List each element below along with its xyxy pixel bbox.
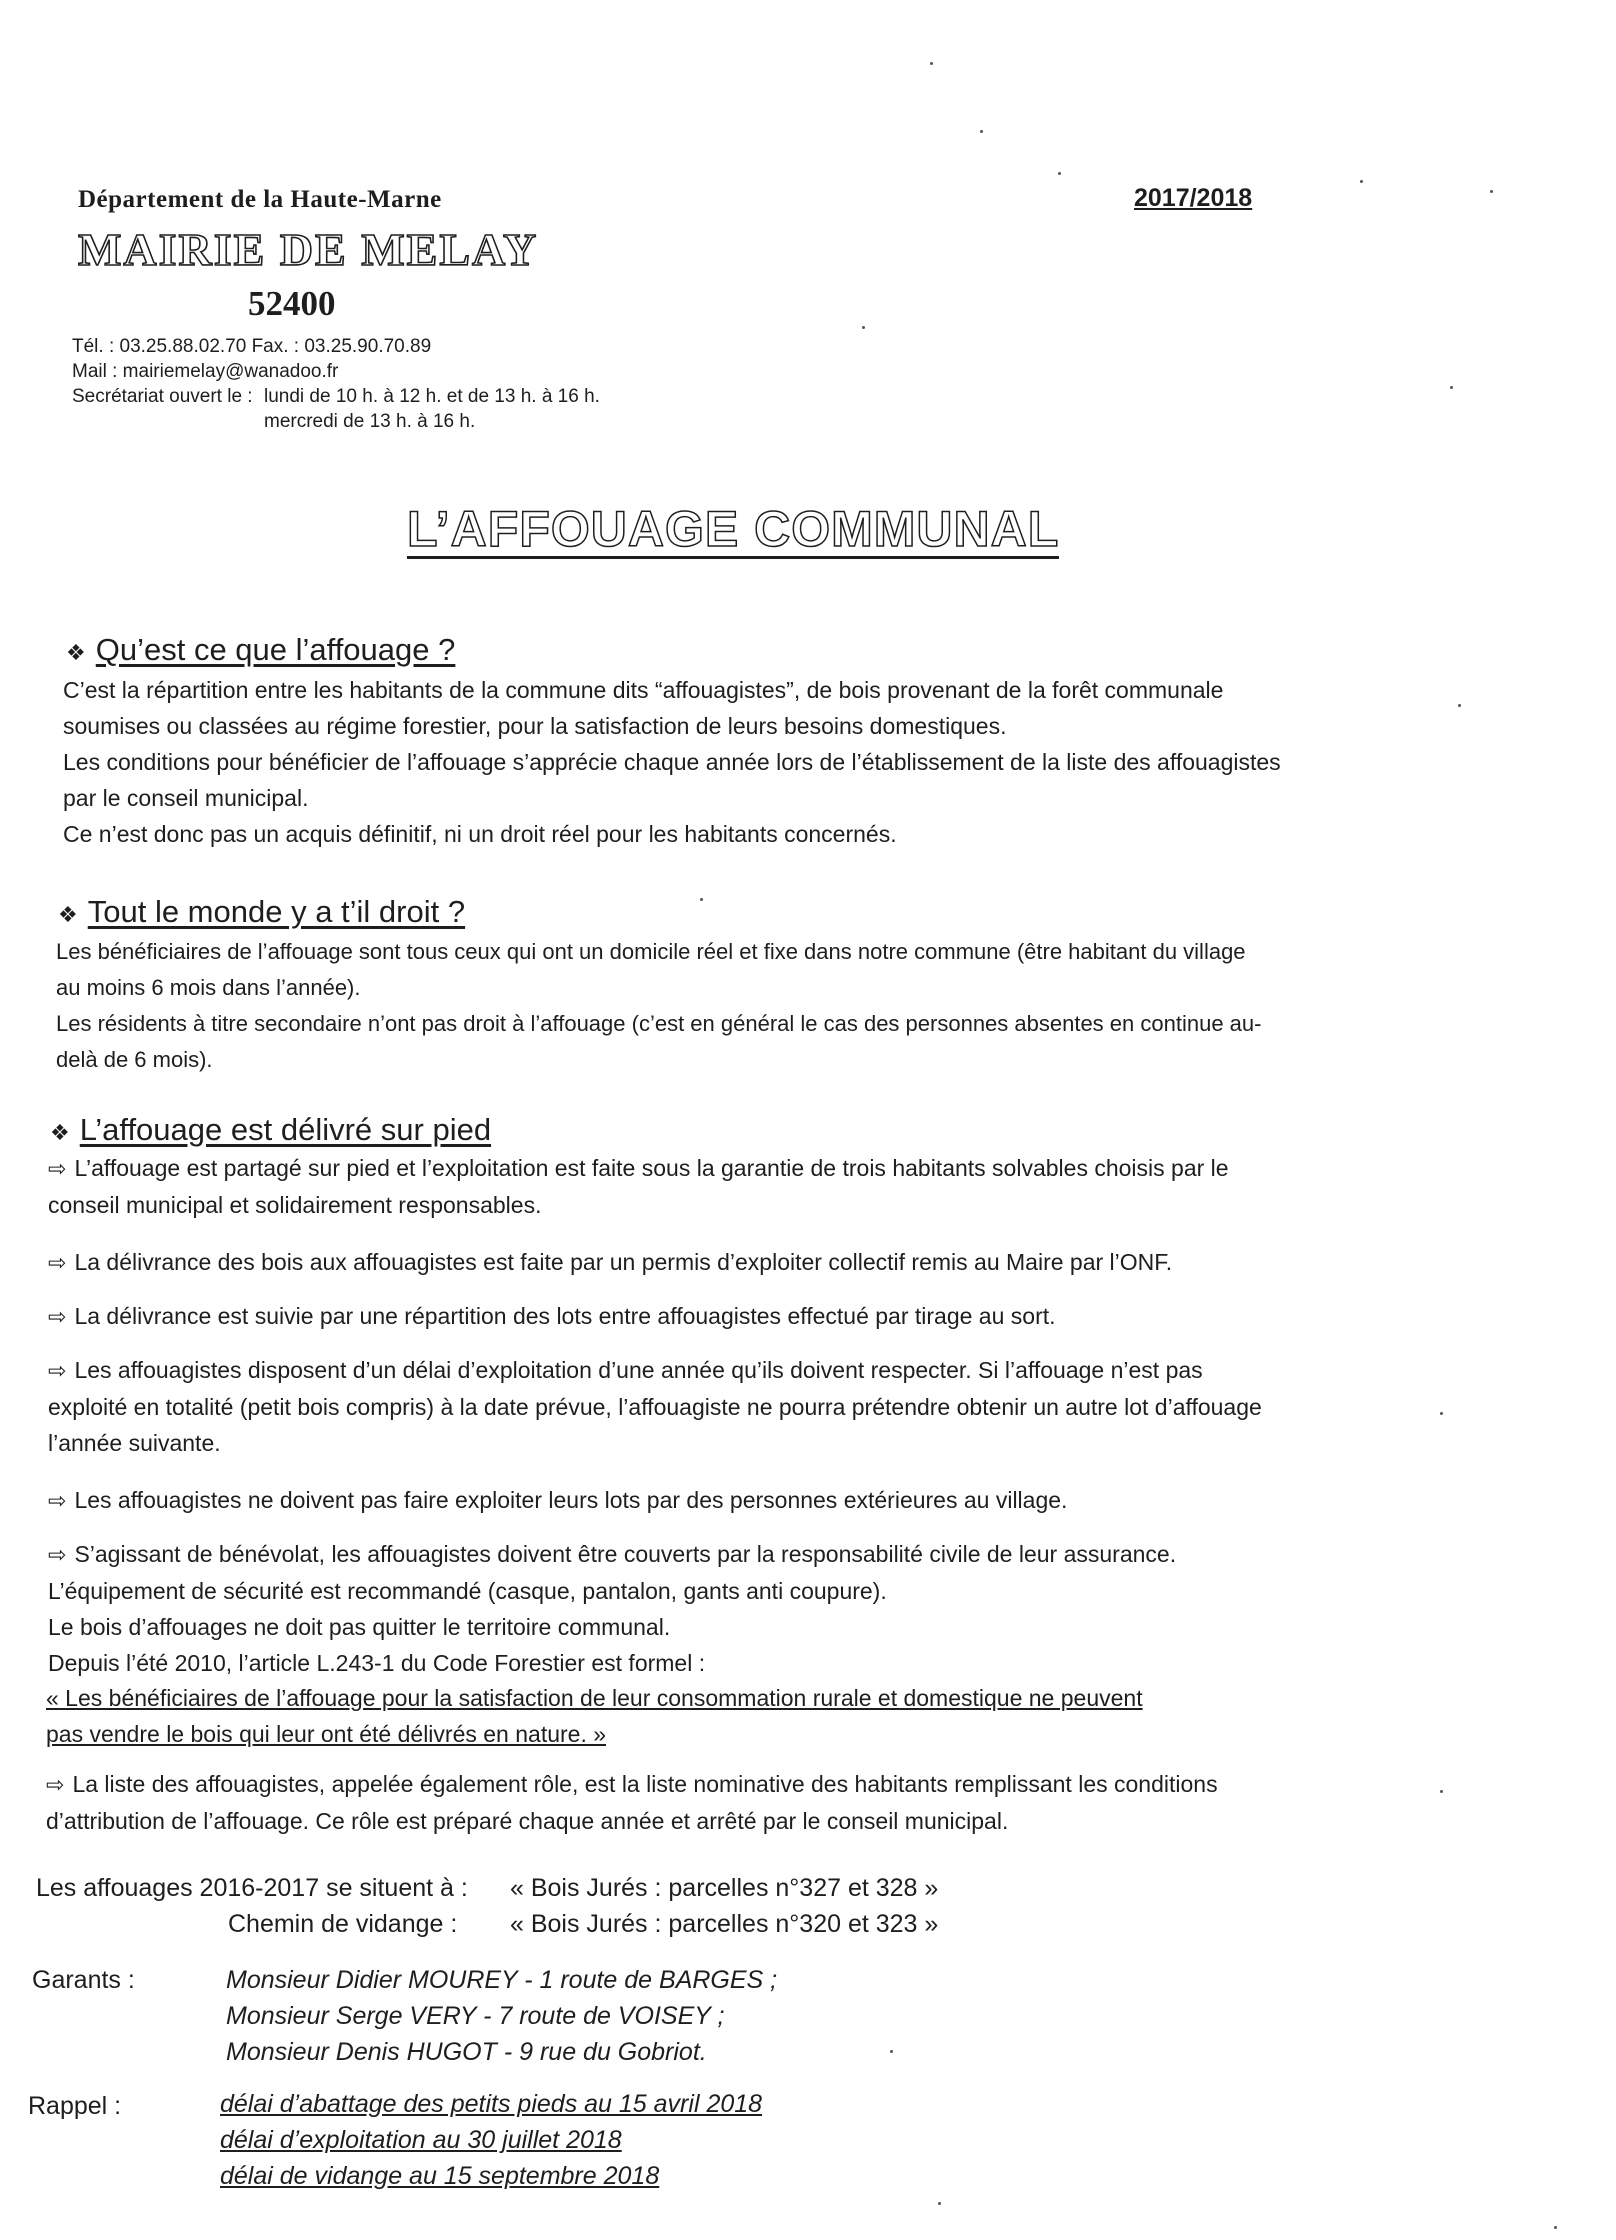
scan-speck	[862, 326, 865, 329]
text-line: conseil municipal et solidairement responsables.	[48, 1192, 542, 1218]
scan-speck	[1058, 172, 1061, 175]
text-line: l’année suivante.	[48, 1430, 221, 1456]
section1-body	[63, 672, 1393, 852]
list-item: délai d’abattage des petits pieds au 15 avril 2018	[220, 2090, 763, 2118]
page-title: L’AFFOUAGE COMMUNAL	[407, 501, 1060, 557]
text-line: soumises ou classées au régime forestier, pour la satisfaction de leurs besoins domestiques.	[63, 713, 1007, 739]
rappel-label: Rappel :	[28, 2092, 122, 2120]
text-line: exploité en totalité (petit bois compris) à la date prévue, l’affouagiste ne pourra prétendre obtenir un autre lot d’affouage	[48, 1394, 1262, 1420]
scan-speck	[1360, 180, 1363, 183]
scan-speck	[938, 2202, 941, 2205]
text-line: La délivrance des bois aux affouagistes est faite par un permis d’exploiter collectif remis au Maire par l’ONF.	[74, 1249, 1173, 1275]
list-item: Monsieur Didier MOUREY - 1 route de BARGES ;	[226, 1966, 778, 1994]
garants-list	[226, 1962, 777, 2070]
location-value: « Bois Jurés : parcelles n°327 et 328 »	[510, 1874, 939, 1902]
bullet-item	[48, 1352, 1368, 1461]
scan-speck	[890, 2050, 893, 2053]
bullet-item	[48, 1536, 1368, 1681]
section-heading-what	[66, 632, 455, 668]
scan-speck	[1554, 2226, 1557, 2229]
text-line: L’affouage est partagé sur pied et l’exploitation est faite sous la garantie de trois habitants solvables choisis par le	[74, 1155, 1229, 1181]
section-heading-text: Tout le monde y a t’il droit ?	[87, 894, 466, 929]
text-line: S’agissant de bénévolat, les affouagistes doivent être couverts par la responsabilité civile de leur assurance.	[74, 1541, 1177, 1567]
text-line: Les bénéficiaires de l’affouage sont tous ceux qui ont un domicile réel et fixe dans notre commune (être habitant du village	[56, 939, 1246, 964]
right-arrow-icon: ⇨	[48, 1542, 67, 1567]
scan-speck	[930, 62, 933, 65]
text-line: L’équipement de sécurité est recommandé (casque, pantalon, gants anti coupure).	[48, 1578, 887, 1604]
list-item: délai d’exploitation au 30 juillet 2018	[220, 2126, 622, 2154]
section2-body	[56, 934, 1386, 1078]
text-line: Depuis l’été 2010, l’article L.243-1 du Code Forestier est formel :	[48, 1650, 706, 1676]
scan-speck	[1450, 386, 1453, 389]
list-item: délai de vidange au 15 septembre 2018	[220, 2162, 660, 2190]
text-line: « Les bénéficiaires de l’affouage pour la satisfaction de leur consommation rurale et domestique ne peuvent	[46, 1685, 1143, 1711]
right-arrow-icon: ⇨	[46, 1772, 65, 1797]
right-arrow-icon: ⇨	[48, 1358, 67, 1383]
department-name: Département de la Haute-Marne	[78, 186, 442, 213]
bullet-item	[48, 1482, 1368, 1519]
scan-speck	[980, 130, 983, 133]
diamond-bullet-icon: ❖	[50, 1120, 70, 1145]
phone-fax-line: Tél. : 03.25.88.02.70 Fax. : 03.25.90.70.89	[72, 336, 432, 357]
bullet-item	[48, 1244, 1368, 1281]
bullet-item	[48, 1150, 1368, 1223]
text-line: Ce n’est donc pas un acquis définitif, ni un droit réel pour les habitants concernés.	[63, 821, 897, 847]
text-line: C’est la répartition entre les habitants de la commune dits “affouagistes”, de bois provenant de la forêt communale	[63, 677, 1224, 703]
garants-label: Garants :	[32, 1966, 135, 1994]
diamond-bullet-icon: ❖	[66, 640, 86, 665]
list-item: Monsieur Serge VERY - 7 route de VOISEY ;	[226, 2002, 725, 2030]
bullet-item	[46, 1766, 1366, 1839]
text-line: d’attribution de l’affouage. Ce rôle est préparé chaque année et arrêté par le conseil municipal.	[46, 1808, 1009, 1834]
scan-speck	[1458, 704, 1461, 707]
text-line: delà de 6 mois).	[56, 1047, 213, 1072]
scan-speck	[1440, 1412, 1443, 1415]
scan-speck	[1440, 1790, 1443, 1793]
section-heading-who	[58, 894, 465, 930]
right-arrow-icon: ⇨	[48, 1250, 67, 1275]
location-label: Les affouages 2016-2017 se situent à :	[36, 1874, 468, 1902]
text-line: Les affouagistes ne doivent pas faire exploiter leurs lots par des personnes extérieures au village.	[74, 1487, 1068, 1513]
law-quote	[46, 1680, 1366, 1752]
scan-speck	[700, 898, 703, 901]
vidange-value: « Bois Jurés : parcelles n°320 et 323 »	[510, 1910, 939, 1938]
text-line: Les affouagistes disposent d’un délai d’exploitation d’une année qu’ils doivent respecter. Si l’affouage n’est pas	[74, 1357, 1203, 1383]
text-line: pas vendre le bois qui leur ont été délivrés en nature. »	[46, 1721, 607, 1747]
right-arrow-icon: ⇨	[48, 1156, 67, 1181]
text-line: Les résidents à titre secondaire n’ont pas droit à l’affouage (c’est en général le cas des personnes absentes en continue au-	[56, 1011, 1262, 1036]
right-arrow-icon: ⇨	[48, 1304, 67, 1329]
diamond-bullet-icon: ❖	[58, 902, 78, 927]
section-heading-text: L’affouage est délivré sur pied	[79, 1112, 492, 1147]
mairie-name: MAIRIE DE MELAY	[78, 224, 539, 275]
right-arrow-icon: ⇨	[48, 1488, 67, 1513]
hours-label: Secrétariat ouvert le :	[72, 386, 253, 407]
bullet-item	[48, 1298, 1368, 1335]
section-heading-text: Qu’est ce que l’affouage ?	[95, 632, 456, 667]
section-heading-delivered	[50, 1112, 491, 1148]
vidange-label: Chemin de vidange :	[228, 1910, 458, 1938]
rappel-list	[220, 2086, 762, 2194]
mail-line: Mail : mairiemelay@wanadoo.fr	[72, 361, 339, 382]
text-line: La liste des affouagistes, appelée également rôle, est la liste nominative des habitants remplissant les conditions	[72, 1771, 1218, 1797]
hours-line-2: mercredi de 13 h. à 16 h.	[264, 411, 476, 432]
hours-line-1: lundi de 10 h. à 12 h. et de 13 h. à 16 h.	[264, 386, 600, 407]
text-line: au moins 6 mois dans l’année).	[56, 975, 361, 1000]
document-year: 2017/2018	[1134, 184, 1253, 212]
text-line: Les conditions pour bénéficier de l’affouage s’apprécie chaque année lors de l’établissement de la liste des affouagistes	[63, 749, 1281, 775]
list-item: Monsieur Denis HUGOT - 9 rue du Gobriot.	[226, 2038, 707, 2066]
postcode: 52400	[248, 284, 336, 323]
text-line: La délivrance est suivie par une répartition des lots entre affouagistes effectué par tirage au sort.	[74, 1303, 1056, 1329]
text-line: par le conseil municipal.	[63, 785, 309, 811]
text-line: Le bois d’affouages ne doit pas quitter le territoire communal.	[48, 1614, 671, 1640]
scan-speck	[1490, 190, 1493, 193]
